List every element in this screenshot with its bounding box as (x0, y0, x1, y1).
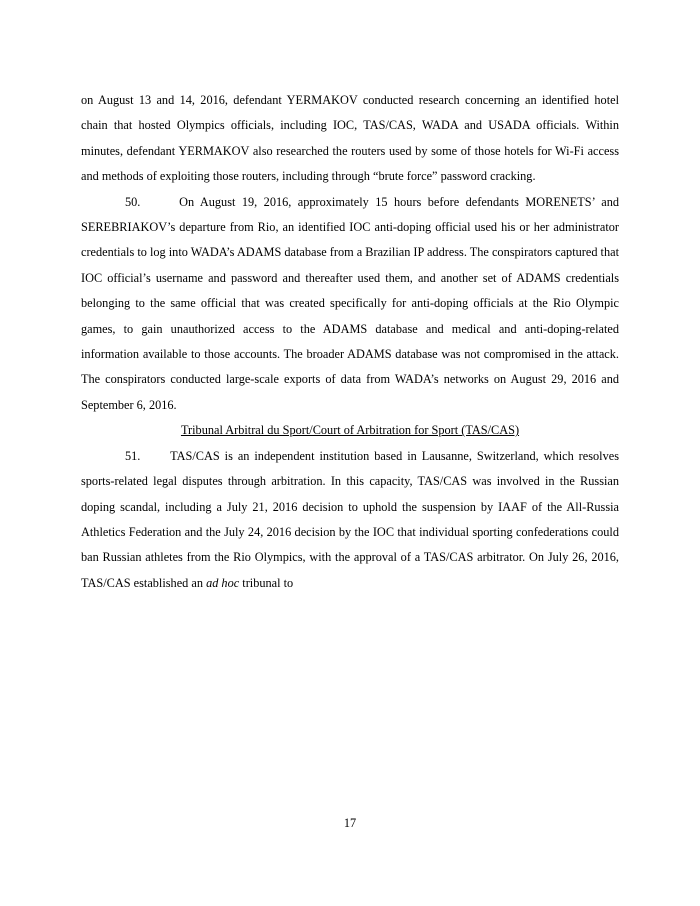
paragraph-50 (81, 190, 619, 419)
paragraph-51-number: 51. (125, 448, 141, 463)
paragraph-50-number: 50. (125, 194, 141, 209)
paragraph-51-italic-text: ad hoc (206, 575, 240, 590)
paragraph-51-text: TAS/CAS is an independent institution based in Lausanne, Switzerland, which resolves sports-related legal disputes through arbitration. In this capacity, TAS/CAS was involved in the Russian doping scandal, including a July 21, 2016 decision to uphold the suspension by IAAF of the All-Russia Athletics Federation and the July 24, 2016 decision by the IOC that individual sporting confederations could ban Russian athletes from the Rio Olympics, with the approval of a TAS/CAS arbitrator. On July 26, 2016, TAS/CAS established an (81, 448, 619, 590)
section-heading: Tribunal Arbitral du Sport/Court of Arbitration for Sport (TAS/CAS) (180, 423, 520, 438)
page-number: 17 (343, 816, 357, 830)
paragraph-51 (81, 444, 619, 596)
document-body (81, 88, 619, 596)
paragraph-continuation-text: on August 13 and 14, 2016, defendant YERMAKOV conducted research concerning an identified hotel chain that hosted Olympics officials, including IOC, TAS/CAS, WADA and USADA officials. Within minutes, defendant YERMAKOV also researched the routers used by some of those hotels for Wi-Fi access and methods of exploiting those routers, including through “brute force” password cracking. (81, 93, 619, 184)
paragraph-51-text-end: tribunal to (242, 575, 294, 590)
paragraph-50-text: On August 19, 2016, approximately 15 hours before defendants MORENETS’ and SEREBRIAKOV’s departure from Rio, an identified IOC anti-doping official used his or her administrator credentials to log into WADA’s ADAMS database from a Brazilian IP address. The conspirators captured that IOC official’s username and password and thereafter used them, and another set of ADAMS credentials belonging to the same official that was created specifically for anti-doping officials at the Rio Olympic games, to gain unauthorized access to the ADAMS database and medical and anti-doping-related information available to those accounts. The broader ADAMS database was not compromised in the attack. The conspirators conducted large-scale exports of data from WADA’s networks on August 29, 2016 and September 6, 2016. (81, 194, 619, 412)
paragraph-continuation (81, 88, 619, 190)
